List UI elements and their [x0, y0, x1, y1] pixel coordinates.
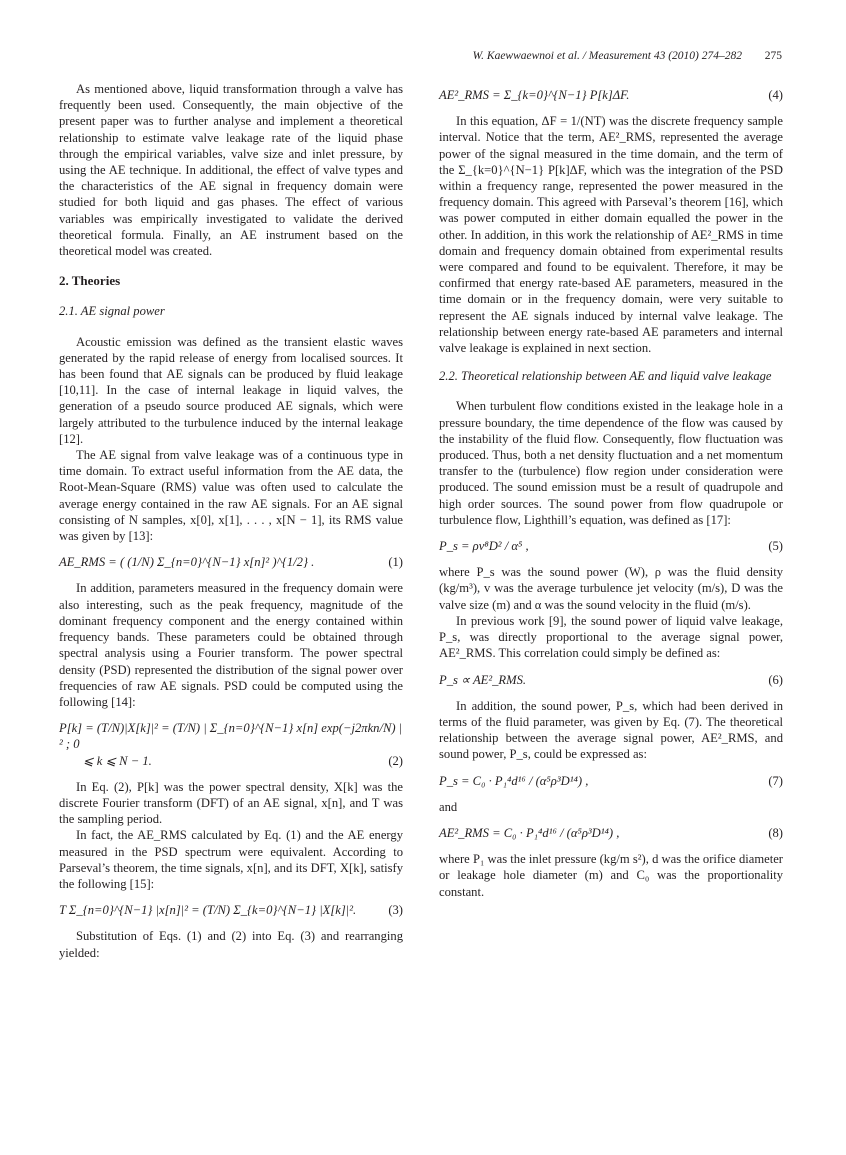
- equation-3-body: T Σ_{n=0}^{N−1} |x[n]|² = (T/N) Σ_{k=0}^{N−1} |X[k]|².: [59, 903, 357, 918]
- equation-7-number: (7): [768, 773, 783, 788]
- paragraph-rms: The AE signal from valve leakage was of a continuous type in time domain. To extract useful information from the AE data, the Root-Mean-Square (RMS) value was often used to calculate the average energy contained in the raw AE signals. For an AE signal consisting of N samples, x[0], x[1], . . . , x[N − 1], its RMS value was given by [13]:: [59, 448, 403, 544]
- journal-citation: W. Kaewwaewnoi et al. / Measurement 43 (2010) 274–282: [472, 50, 742, 62]
- paragraph-intro-end: As mentioned above, liquid transformation through a valve has frequently been used. Consequently, the main objective of the present paper was to further analyse and implement a theoretical relationship to estimate valve leakage rate of the liquid phase through the empirical variables, valve size and inlet pressure, by using the AE technique. In additional, the effect of valve types and the characteristics of the AE signal in frequency domain were studied for both liquid and gas phases. The effect of various variables was empirically investigated to validate the derived theoretical formula. Finally, an AE instrument based on the theoretical model was created.: [59, 82, 403, 259]
- running-header: [60, 50, 782, 68]
- right-column: [439, 81, 783, 900]
- equation-8-body: AE²_RMS = C₀ · P₁⁴d¹⁶ / (α⁵ρ³D¹⁴) ,: [439, 825, 620, 840]
- equation-4-body: AE²_RMS = Σ_{k=0}^{N−1} P[k]ΔF.: [439, 88, 630, 102]
- equation-7: [439, 773, 783, 789]
- section-heading-theories: 2. Theories: [59, 273, 121, 289]
- paragraph-acoustic-emission: Acoustic emission was defined as the transient elastic waves generated by the rapid release of energy from localised sources. It has been found that AE signals can be produced by fluid leakage [10,11]. In the case of internal leakage in liquid valves, the generation of a pseudo source produced AE signals, which were largely attributed to the turbulence induced by the internal leakage [12].: [59, 334, 403, 446]
- equation-5: [439, 538, 783, 554]
- equation-8: [439, 825, 783, 841]
- paragraph-parseval: In fact, the AE_RMS calculated by Eq. (1) and the AE energy measured in the PSD spectrum were equivalent. According to Parseval’s theorem, the time signals, x[n], and its DFT, X[k], satisfy the following [15]:: [59, 828, 403, 891]
- paragraph-eq8-definitions: where P₁ was the inlet pressure (kg/m s²), d was the orifice diameter or leakage hole diameter (m) and C₀ was the proportionality constant.: [439, 852, 783, 899]
- equation-7-body: P_s = C₀ · P₁⁴d¹⁶ / (α⁵ρ³D¹⁴) ,: [439, 773, 589, 788]
- paragraph-turbulent-flow: When turbulent flow conditions existed in the leakage hole in a pressure boundary, the time dependence of the flow was caused by the instability of the fluid flow. Consequently, flow fluctuation was produced. Thus, both a net density fluctuation and a net momentum transfer to the (turbulence) flow region under consideration were produced. The sound emission must be a result of quadrupole and high order sources. The sound power from flow quadrupole or turbulence flow, Lighthill’s equation, was defined as [17]:: [439, 399, 783, 527]
- equation-1-number: (1): [388, 555, 403, 570]
- equation-1-body: AE_RMS = ( (1/N) Σ_{n=0}^{N−1} x[n]² )^{1/2} .: [59, 555, 315, 570]
- subsection-heading-ae-signal-power: 2.1. AE signal power: [59, 304, 165, 319]
- equation-1: [59, 554, 403, 570]
- equation-5-number: (5): [768, 539, 783, 554]
- page-number: 275: [764, 50, 782, 62]
- equation-6-body: P_s ∝ AE²_RMS.: [439, 672, 527, 687]
- equation-2-line-2: ⩽ k ⩽ N − 1.: [83, 753, 152, 768]
- equation-4: [439, 87, 783, 103]
- equation-3: [59, 902, 403, 918]
- word-and: and: [439, 799, 458, 814]
- paragraph-previous-work: In previous work [9], the sound power of liquid valve leakage, P_s, was directly proportional to the average signal power, AE²_RMS. This correlation could simply be defined as:: [439, 613, 783, 661]
- subsection-heading-ae-leakage: 2.2. Theoretical relationship between AE and liquid valve leakage: [439, 369, 772, 384]
- paragraph-sound-power: In addition, the sound power, P_s, which had been derived in terms of the fluid parameter, was given by Eq. (7). The theoretical relationship between the average signal power, AE²_RMS, and sound power, P_s, could be expressed as:: [439, 698, 783, 762]
- equation-5-body: P_s = ρv⁸D² / α⁵ ,: [439, 539, 529, 554]
- equation-6-number: (6): [768, 672, 783, 687]
- equation-2-number: (2): [388, 753, 403, 768]
- paragraph-eq2-definitions: In Eq. (2), P[k] was the power spectral density, X[k] was the discrete Fourier transform (DFT) of an AE signal, x[n], and T was the sampling period.: [59, 779, 403, 827]
- paragraph-substitution: Substitution of Eqs. (1) and (2) into Eq. (3) and rearranging yielded:: [59, 929, 403, 960]
- paragraph-psd: In addition, parameters measured in the frequency domain were also interesting, such as the peak frequency, magnitude of the dominant frequency component and the energy contained within frequency bands. These parameters could be obtained through spectral analysis using a Fourier transform. The power spectral density (PSD) represented the distribution of the signal power over frequencies of raw AE signals. PSD could be computed using the following [14]:: [59, 581, 403, 709]
- left-column: [59, 81, 403, 961]
- equation-6: [439, 672, 783, 688]
- equation-2-line-1: P[k] = (T/N)|X[k]|² = (T/N) | Σ_{n=0}^{N−1} x[n] exp(−j2πkn/N) |² ; 0: [59, 721, 403, 752]
- paragraph-eq5-definitions: where P_s was the sound power (W), ρ was the fluid density (kg/m³), v was the average turbulence jet velocity (m/s), D was the valve size (m) and α was the sound velocity in the fluid (m/s).: [439, 565, 783, 612]
- equation-8-number: (8): [768, 825, 783, 840]
- paragraph-delta-f: In this equation, ΔF = 1/(NT) was the discrete frequency sample interval. Notice that the term, AE²_RMS, represented the average power of the signal measured in the time domain, and the term of the Σ_{k=0}^{N−1} P[k]ΔF, which was the integration of the PSD within a frequency range, represented the power measured in the frequency domain. This agreed with Parseval’s theorem [16], which was power computed in either domain equalled the power in the other. In addition, in this work the relationship of AE²_RMS in time domain and frequency domain obtained from experimental results were compared and found to be equivalent. Therefore, it may be confirmed that energy rate-based AE parameters, measured in the time domain or in the frequency domain, were very suitable to represent the AE signals induced by internal valve leakage. The relationship between energy rate-based AE parameters and internal valve leakage is explained in next section.: [439, 114, 783, 356]
- equation-4-number: (4): [768, 88, 783, 102]
- equation-2: [59, 720, 403, 769]
- equation-3-number: (3): [388, 903, 403, 918]
